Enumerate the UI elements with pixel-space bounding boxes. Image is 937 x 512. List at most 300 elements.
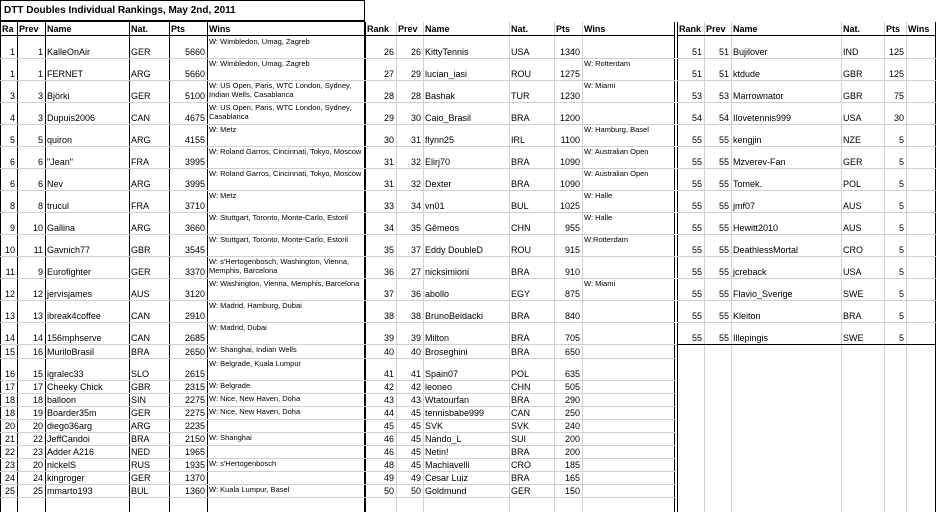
cell-name: Bashak <box>425 91 456 101</box>
cell-name: diego36arg <box>47 421 93 431</box>
cell-wins: W: US Open, Paris, WTC London, Sydney, Indian Wells, Casablanca <box>209 81 352 99</box>
cell-rank: 39 <box>383 333 394 343</box>
column-header-wins: Wins <box>209 24 231 34</box>
cell-name: mmarto193 <box>47 486 93 496</box>
cell-nat: RUS <box>131 460 151 470</box>
cell-prev: 26 <box>410 47 421 57</box>
cell-rank: 12 <box>4 289 15 299</box>
cell-rank: 3 <box>9 91 15 101</box>
cell-wins <box>906 59 936 80</box>
cell-wins <box>582 407 675 419</box>
cell-nat: POL <box>511 369 530 379</box>
cell-nat: USA <box>511 47 530 57</box>
cell-pts: 5 <box>898 333 904 343</box>
cell-rank: 13 <box>4 311 15 321</box>
cell-name: Eurofighter <box>47 267 92 277</box>
cell-prev: 13 <box>32 311 43 321</box>
cell-wins <box>207 472 365 484</box>
cell-pts: 200 <box>564 447 580 457</box>
cell-rank: 49 <box>383 473 394 483</box>
cell-rank: 18 <box>4 408 15 418</box>
column-header-nat: Nat. <box>131 24 149 34</box>
cell-rank: 37 <box>383 289 394 299</box>
cell-nat: ROU <box>511 245 531 255</box>
cell-pts: 290 <box>564 395 580 405</box>
cell-pts: 2150 <box>184 434 205 444</box>
cell-pts: 1965 <box>184 447 205 457</box>
cell-nat: ARG <box>131 179 151 189</box>
cell-wins: W: Miami <box>584 279 616 288</box>
cell-prev: 55 <box>718 267 729 277</box>
cell-nat: GBR <box>131 382 151 392</box>
cell-pts: 5 <box>898 157 904 167</box>
cell-rank: 34 <box>383 223 394 233</box>
cell-name: Wtatourfan <box>425 395 470 405</box>
cell-prev: 55 <box>718 157 729 167</box>
cell-name: Mzverev-Fan <box>733 157 786 167</box>
cell-name: nicksimioni <box>425 267 470 277</box>
cell-rank: 36 <box>383 267 394 277</box>
cell-prev: 41 <box>410 369 421 379</box>
cell-prev: 17 <box>32 382 43 392</box>
cell-nat: BRA <box>511 311 530 321</box>
cell-pts: 5100 <box>184 91 205 101</box>
cell-pts: 3710 <box>184 201 205 211</box>
cell-name: lucian_iasi <box>425 69 468 79</box>
cell-wins <box>582 37 675 58</box>
cell-name: KittyTennis <box>425 47 469 57</box>
cell-pts: 30 <box>893 113 904 123</box>
cell-wins: W: Wimbledon, Umag, Zagreb <box>209 37 310 46</box>
cell-rank: 26 <box>383 47 394 57</box>
cell-name: MuriloBrasil <box>47 347 95 357</box>
cell-rank: 40 <box>383 347 394 357</box>
cell-rank: 24 <box>4 473 15 483</box>
cell-rank: 42 <box>383 382 394 392</box>
cell-nat: CAN <box>511 408 531 418</box>
cell-rank: 11 <box>5 267 15 277</box>
cell-name: trucul <box>47 201 70 211</box>
cell-pts: 505 <box>564 382 580 392</box>
cell-prev: 38 <box>410 311 421 321</box>
cell-wins <box>906 235 936 256</box>
cell-wins: W: Nice, New Haven, Doha <box>209 394 301 403</box>
cell-rank: 5 <box>9 135 15 145</box>
cell-name: DeathlessMortal <box>733 245 799 255</box>
column-header-wins: Wins <box>584 24 606 34</box>
cell-rank: 55 <box>691 135 702 145</box>
cell-wins: W: Belgrade <box>209 381 251 390</box>
cell-pts: 5 <box>898 179 904 189</box>
cell-rank: 43 <box>383 395 394 405</box>
column-header-rank: Ra <box>2 24 14 34</box>
cell-name: Dupuis2006 <box>47 113 96 123</box>
cell-wins <box>582 103 675 124</box>
cell-nat: BRA <box>131 434 150 444</box>
cell-wins <box>582 257 675 278</box>
cell-nat: AUS <box>131 289 150 299</box>
cell-wins <box>582 485 675 497</box>
cell-wins <box>906 169 936 190</box>
cell-prev: 25 <box>32 486 43 496</box>
cell-prev: 45 <box>410 408 421 418</box>
cell-prev: 55 <box>718 311 729 321</box>
cell-pts: 185 <box>564 460 580 470</box>
cell-prev: 12 <box>32 289 43 299</box>
cell-rank: 51 <box>691 47 702 57</box>
cell-nat: BRA <box>511 447 530 457</box>
cell-prev: 19 <box>32 408 43 418</box>
cell-nat: BRA <box>511 333 530 343</box>
cell-nat: BRA <box>511 157 530 167</box>
cell-name: Milton <box>425 333 450 343</box>
cell-rank: 31 <box>383 157 394 167</box>
cell-prev: 24 <box>32 473 43 483</box>
cell-rank: 55 <box>691 223 702 233</box>
column-header-pts: Pts <box>556 24 571 34</box>
sheet-title: DTT Doubles Individual Rankings, May 2nd, 2011 <box>0 0 365 22</box>
cell-nat: BRA <box>511 179 530 189</box>
cell-wins <box>582 472 675 484</box>
cell-pts: 4675 <box>184 113 205 123</box>
cell-prev: 55 <box>718 289 729 299</box>
cell-prev: 30 <box>410 113 421 123</box>
cell-nat: SWE <box>843 289 864 299</box>
cell-name: Machiavelli <box>425 460 470 470</box>
cell-wins: W: Belgrade, Kuala Lumpur <box>209 359 301 368</box>
cell-pts: 3995 <box>184 179 205 189</box>
cell-prev: 43 <box>410 395 421 405</box>
cell-name: 156mphserve <box>47 333 102 343</box>
cell-nat: ARG <box>131 223 151 233</box>
cell-nat: BRA <box>511 473 530 483</box>
cell-rank: 55 <box>691 157 702 167</box>
cell-rank: 27 <box>383 69 394 79</box>
cell-name: ibreak4coffee <box>47 311 101 321</box>
cell-name: Kleiton <box>733 311 761 321</box>
cell-nat: IRL <box>511 135 526 145</box>
cell-name: Cheeky Chick <box>47 382 103 392</box>
cell-prev: 28 <box>410 91 421 101</box>
cell-wins <box>582 394 675 406</box>
cell-nat: SWE <box>843 333 864 343</box>
cell-name: Marrownator <box>733 91 784 101</box>
cell-pts: 1935 <box>184 460 205 470</box>
cell-wins <box>906 103 936 124</box>
cell-nat: NZE <box>843 135 861 145</box>
cell-wins <box>906 301 936 322</box>
cell-name: flynn25 <box>425 135 455 145</box>
cell-rank: 15 <box>4 347 15 357</box>
column-header-name: Name <box>733 24 758 34</box>
cell-name: Goldmund <box>425 486 467 496</box>
cell-name: Cesar Luiz <box>425 473 469 483</box>
cell-pts: 5 <box>898 201 904 211</box>
cell-nat: FRA <box>131 157 149 167</box>
cell-nat: GBR <box>843 69 863 79</box>
cell-rank: 55 <box>691 333 702 343</box>
cell-wins <box>906 37 936 58</box>
cell-rank: 6 <box>9 179 15 189</box>
cell-rank: 10 <box>4 245 15 255</box>
cell-pts: 5 <box>898 267 904 277</box>
cell-name: balloon <box>47 395 77 405</box>
column-header-prev: Prev <box>398 24 418 34</box>
cell-wins: W: Australian Open <box>584 169 649 178</box>
cell-name: KalleOnAir <box>47 47 91 57</box>
cell-prev: 14 <box>32 333 43 343</box>
cell-wins: W: Washington, Vienna, Memphis, Barcelona <box>209 279 360 288</box>
cell-prev: 55 <box>718 333 729 343</box>
cell-name: jervisjames <box>47 289 93 299</box>
cell-nat: ROU <box>511 69 531 79</box>
cell-nat: SUI <box>511 434 527 444</box>
cell-prev: 23 <box>32 447 43 457</box>
cell-pts: 5660 <box>184 47 205 57</box>
cell-pts: 705 <box>564 333 580 343</box>
cell-wins <box>582 433 675 445</box>
cell-prev: 5 <box>37 135 43 145</box>
cell-wins: W: Madrid, Hamburg, Dubai <box>209 301 302 310</box>
cell-rank: 8 <box>9 201 15 211</box>
column-header-prev: Prev <box>706 24 726 34</box>
cell-prev: 10 <box>32 223 43 233</box>
cell-nat: BRA <box>511 113 530 123</box>
cell-pts: 1090 <box>559 157 580 167</box>
cell-prev: 35 <box>410 223 421 233</box>
cell-nat: CHN <box>511 223 531 233</box>
cell-rank: 55 <box>691 289 702 299</box>
cell-pts: 200 <box>564 434 580 444</box>
cell-pts: 2275 <box>184 395 205 405</box>
cell-wins: W: Stuttgart, Toronto, Monte-Carlo, Estoril <box>209 235 348 244</box>
cell-prev: 6 <box>37 157 43 167</box>
cell-wins <box>207 446 365 458</box>
cell-nat: CHN <box>511 382 531 392</box>
cell-nat: BRA <box>511 395 530 405</box>
cell-rank: 21 <box>4 434 15 444</box>
cell-pts: 955 <box>564 223 580 233</box>
cell-prev: 40 <box>410 347 421 357</box>
cell-prev: 55 <box>718 245 729 255</box>
cell-prev: 1 <box>37 47 43 57</box>
cell-wins <box>906 279 936 300</box>
cell-wins: W: s'Hertogenbosch <box>209 459 277 468</box>
cell-prev: 51 <box>718 47 729 57</box>
cell-prev: 29 <box>410 69 421 79</box>
cell-pts: 2910 <box>184 311 205 321</box>
cell-wins: W: Wimbledon, Umag, Zagreb <box>209 59 310 68</box>
cell-prev: 20 <box>32 421 43 431</box>
cell-nat: SVK <box>511 421 530 431</box>
cell-rank: 1 <box>9 47 15 57</box>
cell-prev: 3 <box>37 91 43 101</box>
column-header-pts: Pts <box>171 24 186 34</box>
column-header-nat: Nat. <box>843 24 861 34</box>
cell-pts: 125 <box>888 69 904 79</box>
cell-nat: CAN <box>131 311 151 321</box>
cell-rank: 16 <box>4 369 15 379</box>
cell-prev: 45 <box>410 447 421 457</box>
cell-nat: BUL <box>511 201 529 211</box>
cell-prev: 32 <box>410 157 421 167</box>
cell-prev: 55 <box>718 201 729 211</box>
cell-nat: CRO <box>843 245 863 255</box>
cell-rank: 31 <box>383 179 394 189</box>
cell-pts: 1370 <box>184 473 205 483</box>
cell-name: FERNET <box>47 69 83 79</box>
cell-name: quiron <box>47 135 73 145</box>
cell-prev: 55 <box>718 223 729 233</box>
column-header-rank: Rank <box>367 24 390 34</box>
cell-pts: 1100 <box>560 135 580 145</box>
column-header-name: Name <box>47 24 72 34</box>
cell-nat: GER <box>131 473 151 483</box>
cell-wins: W: Roland Garros, Cincinnati, Tokyo, Moscow <box>209 147 362 156</box>
cell-pts: 2315 <box>184 382 205 392</box>
cell-nat: ARG <box>131 69 151 79</box>
cell-name: igralec33 <box>47 369 84 379</box>
cell-wins <box>582 345 675 358</box>
cell-nat: IND <box>843 47 859 57</box>
cell-prev: 20 <box>32 460 43 470</box>
cell-name: Gallina <box>47 223 76 233</box>
cell-pts: 2650 <box>184 347 205 357</box>
cell-pts: 5 <box>898 223 904 233</box>
cell-pts: 1360 <box>184 486 205 496</box>
cell-prev: 45 <box>410 460 421 470</box>
cell-rank: 33 <box>383 201 394 211</box>
cell-wins: W: Halle <box>584 191 613 200</box>
row-border <box>677 344 936 345</box>
cell-nat: BUL <box>131 486 149 496</box>
cell-wins: W: Madrid, Dubai <box>209 323 267 332</box>
cell-nat: GER <box>511 486 531 496</box>
column-header-rank: Rank <box>679 24 702 34</box>
cell-nat: CAN <box>131 113 151 123</box>
cell-name: Dexter <box>425 179 452 189</box>
cell-nat: BRA <box>511 347 530 357</box>
cell-pts: 1090 <box>559 179 580 189</box>
cell-pts: 915 <box>564 245 580 255</box>
cell-wins: W: US Open, Paris, WTC London, Sydney, Casablanca <box>209 103 352 121</box>
cell-pts: 3995 <box>184 157 205 167</box>
cell-nat: AUS <box>843 223 862 233</box>
cell-name: nickelS <box>47 460 77 470</box>
cell-prev: 8 <box>37 201 43 211</box>
cell-rank: 28 <box>383 91 394 101</box>
cell-nat: GER <box>131 408 151 418</box>
cell-prev: 37 <box>410 245 421 255</box>
cell-nat: GER <box>131 47 151 57</box>
cell-pts: 3660 <box>184 223 205 233</box>
cell-name: tennisbabe999 <box>425 408 485 418</box>
cell-wins <box>906 147 936 168</box>
cell-prev: 15 <box>32 369 43 379</box>
cell-rank: 23 <box>4 460 15 470</box>
cell-prev: 50 <box>410 486 421 496</box>
cell-prev: 1 <box>37 69 43 79</box>
cell-wins: W: Kuala Lumpur, Basel <box>209 485 290 494</box>
cell-nat: EGY <box>511 289 531 299</box>
cell-pts: 125 <box>888 47 904 57</box>
cell-prev: 45 <box>410 434 421 444</box>
cell-nat: NED <box>131 447 151 457</box>
cell-prev: 27 <box>410 267 421 277</box>
cell-pts: 3120 <box>184 289 205 299</box>
cell-pts: 250 <box>564 408 580 418</box>
cell-name: jcreback <box>733 267 767 277</box>
cell-name: jmf07 <box>733 201 756 211</box>
cell-nat: ARG <box>131 421 151 431</box>
cell-nat: AUS <box>843 201 862 211</box>
cell-prev: 45 <box>410 421 421 431</box>
cell-wins: W: Halle <box>584 213 613 222</box>
cell-nat: POL <box>843 179 862 189</box>
cell-wins: W: Stuttgart, Toronto, Monte-Carlo, Estoril <box>209 213 348 222</box>
cell-rank: 9 <box>9 223 15 233</box>
cell-name: Flavio_Sverige <box>733 289 793 299</box>
cell-pts: 165 <box>564 473 580 483</box>
cell-pts: 75 <box>893 91 904 101</box>
cell-pts: 5 <box>898 289 904 299</box>
cell-pts: 910 <box>564 267 580 277</box>
cell-prev: 11 <box>33 245 43 255</box>
cell-pts: 875 <box>564 289 580 299</box>
cell-rank: 6 <box>9 157 15 167</box>
cell-nat: SLO <box>131 369 150 379</box>
cell-pts: 4155 <box>184 135 205 145</box>
cell-rank: 48 <box>383 460 394 470</box>
cell-wins: W: Shanghai <box>209 433 252 442</box>
cell-wins <box>582 301 675 322</box>
cell-prev: 16 <box>32 347 43 357</box>
cell-nat: ARG <box>131 135 151 145</box>
cell-prev: 3 <box>37 113 43 123</box>
cell-name: Hewitt2010 <box>733 223 779 233</box>
cell-name: Adder A216 <box>47 447 95 457</box>
cell-pts: 5 <box>898 245 904 255</box>
cell-name: Elirj70 <box>425 157 451 167</box>
cell-wins <box>582 446 675 458</box>
cell-name: Netin! <box>425 447 449 457</box>
cell-wins: W: Hamburg, Basel <box>584 125 649 134</box>
row-border <box>0 497 365 498</box>
cell-wins: W: Australian Open <box>584 147 649 156</box>
cell-rank: 14 <box>4 333 15 343</box>
column-header-name: Name <box>425 24 450 34</box>
cell-wins <box>906 125 936 146</box>
cell-name: abollo <box>425 289 450 299</box>
cell-prev: 49 <box>410 473 421 483</box>
cell-nat: BRA <box>511 267 530 277</box>
cell-nat: GER <box>131 267 151 277</box>
cell-rank: 51 <box>691 69 702 79</box>
cell-rank: 53 <box>691 91 702 101</box>
cell-pts: 1200 <box>559 113 580 123</box>
cell-name: Gavnich77 <box>47 245 91 255</box>
cell-nat: FRA <box>131 201 149 211</box>
cell-pts: 635 <box>564 369 580 379</box>
cell-pts: 2685 <box>184 333 205 343</box>
cell-prev: 18 <box>32 395 43 405</box>
cell-wins <box>582 459 675 471</box>
cell-prev: 31 <box>410 135 421 145</box>
cell-name: Bujilover <box>733 47 768 57</box>
cell-pts: 2615 <box>184 369 205 379</box>
cell-prev: 6 <box>37 179 43 189</box>
cell-pts: 650 <box>564 347 580 357</box>
